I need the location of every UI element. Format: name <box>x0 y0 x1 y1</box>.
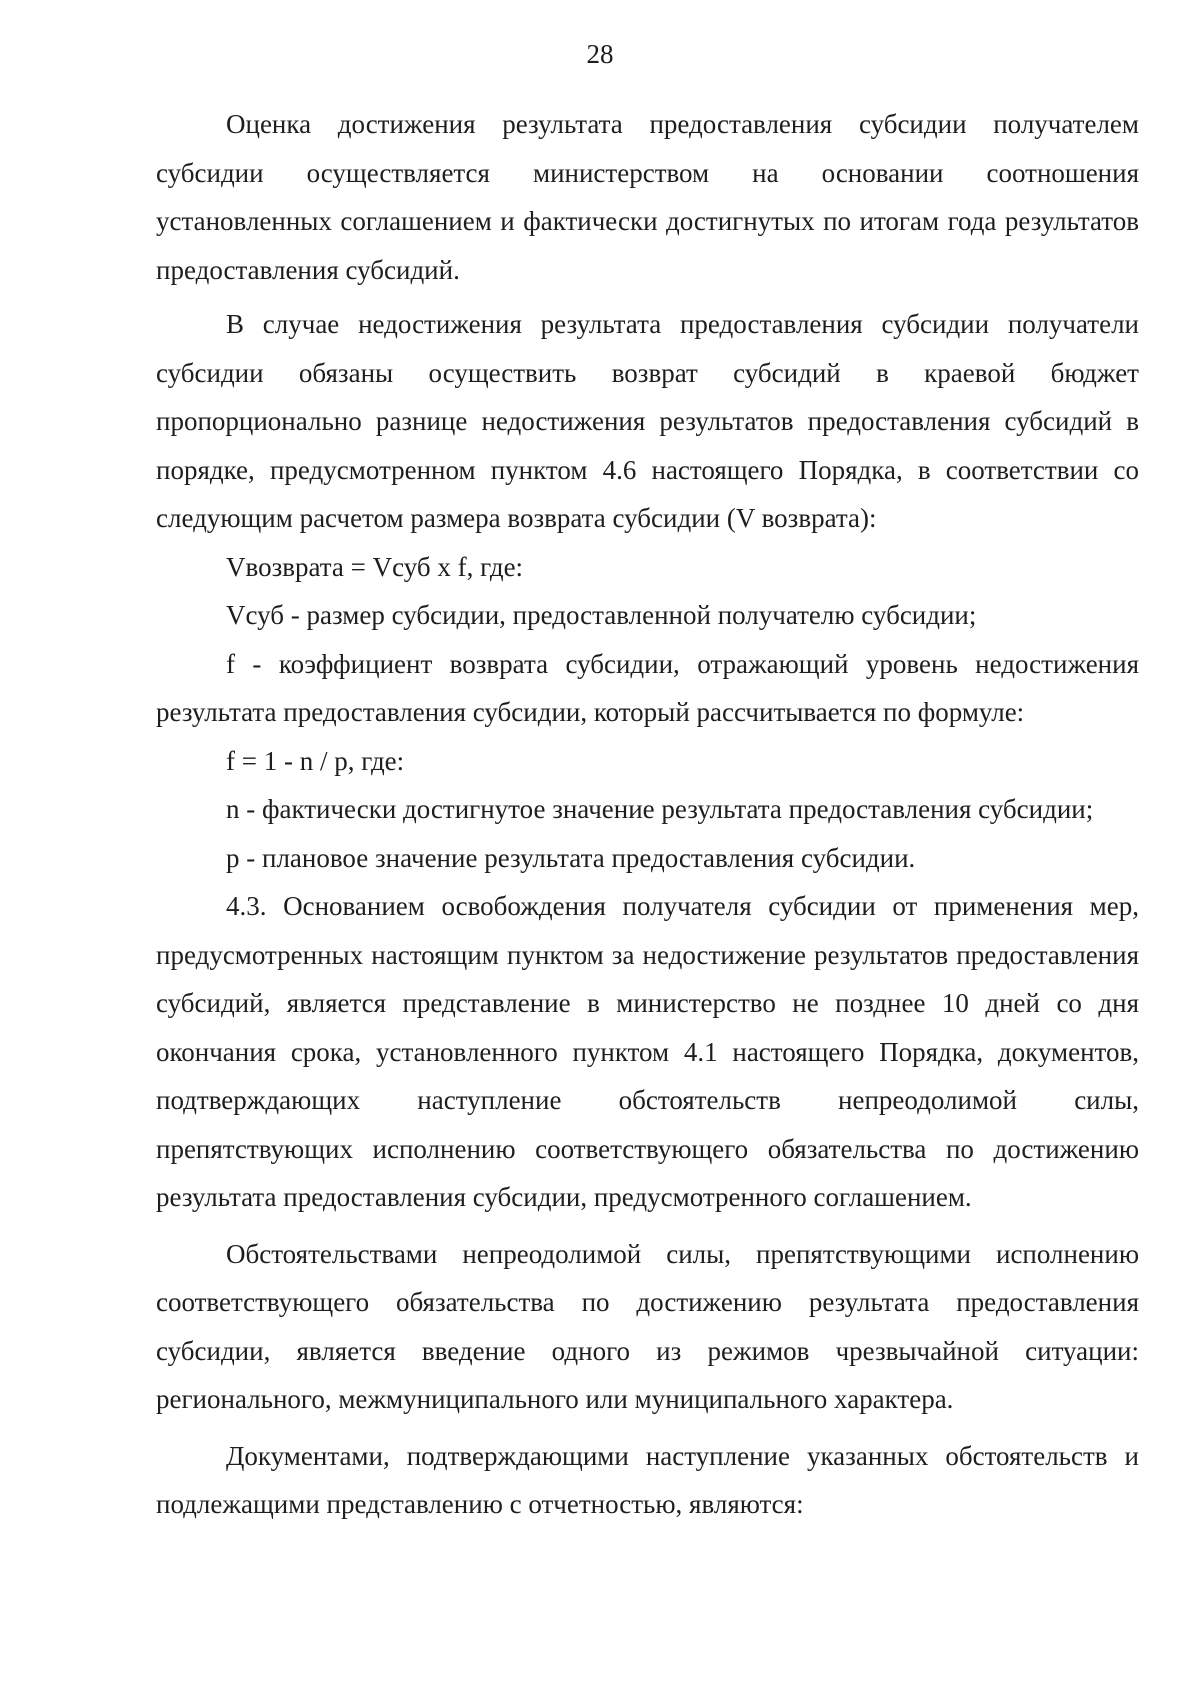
definition-refund-coefficient: f - коэффициент возврата субсидии, отражающий уровень недостижения результата предоставления субсидии, который рассчитывается по формуле: <box>156 648 1139 727</box>
paragraph-force-majeure: Обстоятельствами непреодолимой силы, препятствующими исполнению соответствующего обязательства по достижению результата предоставления субсидии, является введение одного из режимов чрезвычайной ситуации: регионального, межмуниципального или муниципального характера. <box>156 1238 1139 1414</box>
paragraph-refund-obligation: В случае недостижения результата предоставления субсидии получатели субсидии обязаны осуществить возврат субсидий в краевой бюджет пропорционально разнице недостижения результатов предоставления субсидий в порядке, предусмотренном пунктом 4.6 настоящего Порядка, в соответствии со следующим расчетом размера возврата субсидии (V возврата): <box>156 309 1139 533</box>
paragraph-section-4-3: 4.3. Основанием освобождения получателя субсидии от применения мер, предусмотренных настоящим пунктом за недостижение результатов предоставления субсидий, является представление в министерство не позднее 10 дней со дня окончания срока, установленного пунктом 4.1 настоящего Порядка, документов, подтверждающих наступление обстоятельств непреодолимой силы, препятствующих исполнению соответствующего обязательства по достижению результата предоставления субсидии, предусмотренного соглашением. <box>156 891 1139 1212</box>
document-body <box>156 100 1139 1529</box>
definition-planned-value: p - плановое значение результата предоставления субсидии. <box>226 842 916 873</box>
paragraph-supporting-documents: Документами, подтверждающими наступление указанных обстоятельств и подлежащими представлению с отчетностью, являются: <box>156 1440 1139 1519</box>
definition-actual-value: n - фактически достигнутое значение результата предоставления субсидии; <box>226 794 1094 824</box>
definition-subsidy-size: Vсуб - размер субсидии, предоставленной получателю субсидии; <box>226 600 977 630</box>
paragraph-result-assessment: Оценка достижения результата предоставления субсидии получателем субсидии осуществляется министерством на основании соотношения установленных соглашением и фактически достигнутых по итогам года результатов предоставления субсидий. <box>156 109 1139 285</box>
formula-coefficient: f = 1 - n / p, где: <box>226 745 405 776</box>
formula-refund-amount: Vвозврата = Vсуб х f, где: <box>226 551 524 582</box>
page-number: 28 <box>586 39 614 69</box>
